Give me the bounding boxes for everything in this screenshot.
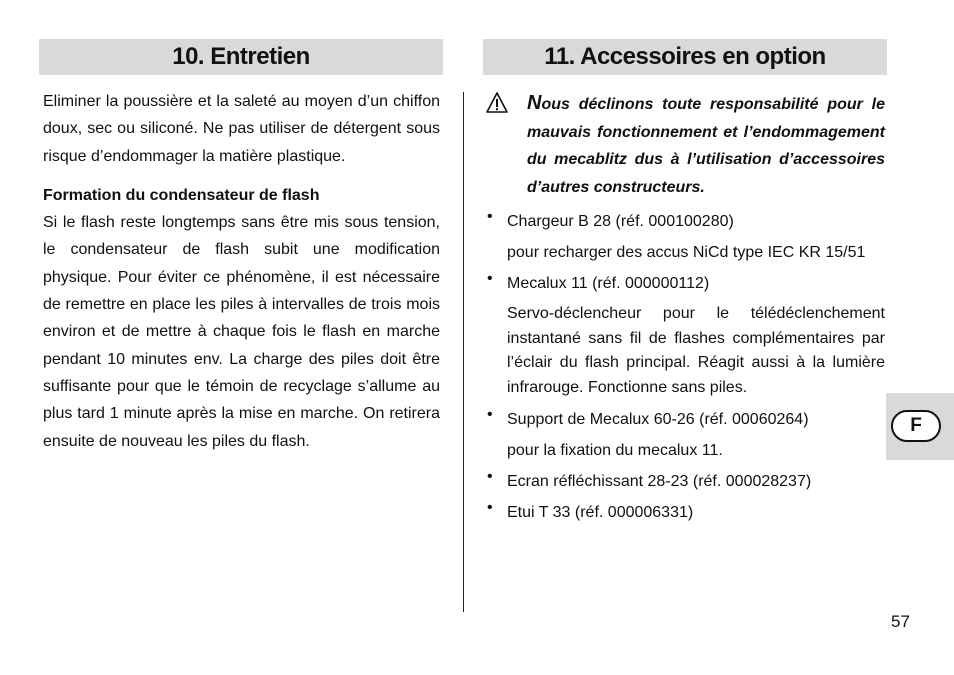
bullet: • (487, 208, 493, 225)
list-item (487, 468, 885, 496)
section-title-accessoires: 11. Accessoires en option (544, 43, 826, 70)
language-tab (886, 393, 954, 460)
language-tab-label: F (891, 410, 941, 442)
accessories-list (487, 208, 885, 527)
item-title: Etui T 33 (réf. 000006331) (507, 504, 694, 521)
warning-body: ous déclinons toute responsabilité pour le mauvais fonctionnement et l’endommagement du mecablitz dus à l’utilisation d’accessoires d’autres constructeurs. (527, 96, 885, 196)
capacitor-paragraph: Si le flash reste longtemps sans être mis sous tension, le condensateur de flash subit une modification physique. Pour éviter ce phénomène, il est nécessaire de remettre en place les piles à intervalles de trois mois environ et de mettre à chaque fois le flash en marche pendant 10 minutes env. La charge des piles doit être suffisante pour que le témoin de recyclage s’allume au plus tard 1 minute après la mise en marche. On retirera ensuite de nouveau les piles du flash. (43, 214, 440, 450)
page-number: 57 (891, 612, 910, 631)
bullet: • (487, 499, 493, 516)
list-item (487, 208, 885, 267)
item-description: pour la fixation du mecalux 11. (507, 442, 723, 459)
item-title: Support de Mecalux 60-26 (réf. 00060264) (507, 411, 809, 428)
bullet: • (487, 468, 493, 485)
warning-text (527, 90, 885, 201)
warning-triangle-icon (486, 92, 508, 114)
warning-initial: N (527, 92, 542, 114)
bullet: • (487, 270, 493, 287)
column-divider (463, 92, 464, 612)
item-title: Mecalux 11 (réf. 000000112) (507, 275, 710, 292)
list-item (487, 406, 885, 465)
bullet: • (487, 406, 493, 423)
item-title: Chargeur B 28 (réf. 000100280) (507, 213, 734, 230)
section-header-entretien (39, 39, 443, 75)
section-title-entretien: 10. Entretien (172, 43, 310, 70)
section-header-accessoires (483, 39, 887, 75)
list-item (487, 270, 885, 400)
cleaning-paragraph: Eliminer la poussière et la saleté au moyen d’un chiffon doux, sec ou siliconé. Ne pas utiliser de détergent sous risque d’endommager la matière plastique. (43, 93, 440, 165)
item-description: pour recharger des accus NiCd type IEC KR 15/51 (507, 244, 866, 261)
item-description: Servo-déclencheur pour le télédéclenchement instantané sans fil de flashes complémentaires par l’éclair du flash principal. Réagit aussi à la lumière infrarouge. Fonctionne sans piles. (507, 305, 885, 396)
entretien-column (43, 88, 440, 455)
item-title: Ecran réfléchissant 28-23 (réf. 000028237) (507, 473, 812, 490)
list-item (487, 499, 885, 527)
capacitor-subheading: Formation du condensateur de flash (43, 186, 320, 204)
